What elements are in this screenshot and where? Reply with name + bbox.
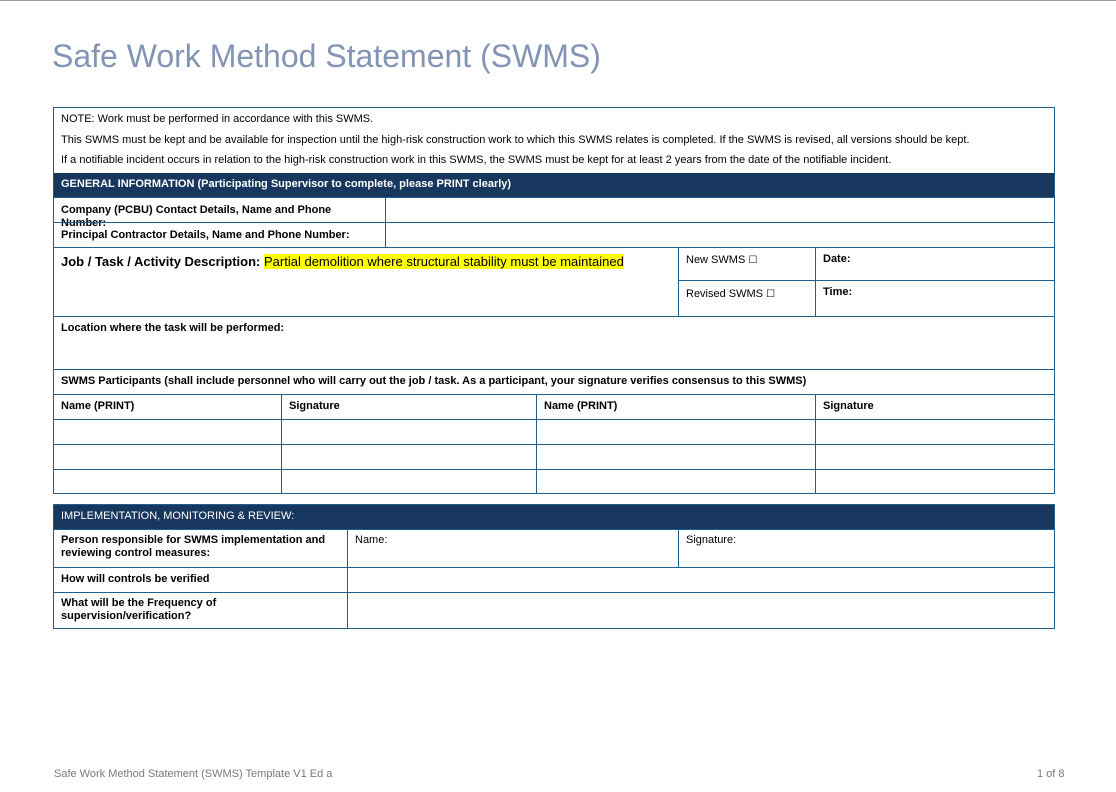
revised-swms-cell[interactable] xyxy=(678,280,815,316)
implementation-header-text: IMPLEMENTATION, MONITORING & REVIEW: xyxy=(61,510,295,522)
time-label: Time: xyxy=(823,286,853,298)
note-line-1: NOTE: Work must be performed in accordance with this SWMS. xyxy=(61,113,374,125)
participant-row-3-name-2[interactable] xyxy=(536,469,815,493)
location-label: Location where the task will be performed: xyxy=(61,322,285,334)
participants-col-name-2 xyxy=(536,394,815,419)
new-swms-label: New SWMS xyxy=(686,254,746,266)
note-line-3: If a notifiable incident occurs in relation to the high-risk construction work in this SWMS, the SWMS must be kept for at least 2 years from the date of the notifiable incident. xyxy=(61,154,892,166)
person-responsible-label xyxy=(54,529,347,567)
participants-col-signature-1 xyxy=(281,394,536,419)
general-information-header-text: GENERAL INFORMATION (Participating Supervisor to complete, please PRINT clearly) xyxy=(61,178,512,190)
col-name-1-text: Name (PRINT) xyxy=(61,400,135,412)
top-rule xyxy=(0,0,1116,1)
implementation-header xyxy=(54,505,1054,529)
principal-contractor-label-text: Principal Contractor Details, Name and Phone Number: xyxy=(61,229,350,241)
frequency-label-text: What will be the Frequency of supervision/verification? xyxy=(61,597,217,622)
revised-swms-label: Revised SWMS xyxy=(686,288,764,300)
verify-label xyxy=(54,567,347,592)
date-label: Date: xyxy=(823,253,851,265)
frequency-input[interactable] xyxy=(347,592,1054,628)
revised-swms-checkbox-icon[interactable]: ☐ xyxy=(766,289,776,300)
date-cell[interactable] xyxy=(815,247,1054,280)
col-signature-2-text: Signature xyxy=(823,400,874,412)
participants-col-signature-2 xyxy=(815,394,1054,419)
company-label xyxy=(54,197,385,229)
person-responsible-label-text: Person responsible for SWMS implementation and reviewing control measures: xyxy=(61,534,326,559)
general-information-table xyxy=(53,107,1055,494)
principal-contractor-label xyxy=(54,222,385,247)
company-label-text: Company (PCBU) Contact Details, Name and Phone Number: xyxy=(61,204,332,229)
participant-row-2-name-1[interactable] xyxy=(54,444,281,469)
company-input[interactable] xyxy=(385,197,1054,222)
general-information-header xyxy=(54,173,1054,197)
job-description-cell[interactable] xyxy=(54,247,678,316)
page-title: Safe Work Method Statement (SWMS) xyxy=(52,38,601,74)
person-name-label: Name: xyxy=(355,534,388,546)
verify-label-text: How will controls be verified xyxy=(61,573,210,585)
participants-label-cell xyxy=(54,369,1054,394)
participant-row-1-name-2[interactable] xyxy=(536,419,815,444)
note-line-2: This SWMS must be kept and be available for inspection until the high-risk construction work to which this SWMS relates is completed. If the SWMS is revised, all versions should be kept. xyxy=(61,134,970,146)
person-signature-cell[interactable] xyxy=(678,529,1054,567)
participant-row-3-signature-2[interactable] xyxy=(815,469,1054,493)
implementation-table xyxy=(53,504,1055,629)
participant-row-2-signature-1[interactable] xyxy=(281,444,536,469)
frequency-label xyxy=(54,592,347,628)
principal-contractor-input[interactable] xyxy=(385,222,1054,247)
footer-document-name: Safe Work Method Statement (SWMS) Template V1 Ed a xyxy=(54,768,333,780)
new-swms-cell[interactable] xyxy=(678,247,815,280)
col-signature-1-text: Signature xyxy=(289,400,340,412)
job-description-label: Job / Task / Activity Description: xyxy=(61,254,264,269)
participant-row-1-signature-2[interactable] xyxy=(815,419,1054,444)
new-swms-checkbox-icon[interactable]: ☐ xyxy=(748,255,758,266)
job-description-value: Partial demolition where structural stability must be maintained xyxy=(264,254,624,269)
participants-col-name-1 xyxy=(54,394,281,419)
participants-label: SWMS Participants (shall include personnel who will carry out the job / task. As a participant, your signature verifies consensus to this SWMS) xyxy=(61,375,807,387)
participant-row-1-signature-1[interactable] xyxy=(281,419,536,444)
participant-row-2-name-2[interactable] xyxy=(536,444,815,469)
participant-row-2-signature-2[interactable] xyxy=(815,444,1054,469)
verify-input[interactable] xyxy=(347,567,1054,592)
col-name-2-text: Name (PRINT) xyxy=(544,400,618,412)
participant-row-3-name-1[interactable] xyxy=(54,469,281,493)
time-cell[interactable] xyxy=(815,280,1054,316)
person-signature-label: Signature: xyxy=(686,534,737,546)
participant-row-1-name-1[interactable] xyxy=(54,419,281,444)
participant-row-3-signature-1[interactable] xyxy=(281,469,536,493)
location-cell[interactable] xyxy=(54,316,1054,369)
footer-page-number: 1 of 8 xyxy=(1037,768,1065,780)
person-name-cell[interactable] xyxy=(347,529,678,567)
